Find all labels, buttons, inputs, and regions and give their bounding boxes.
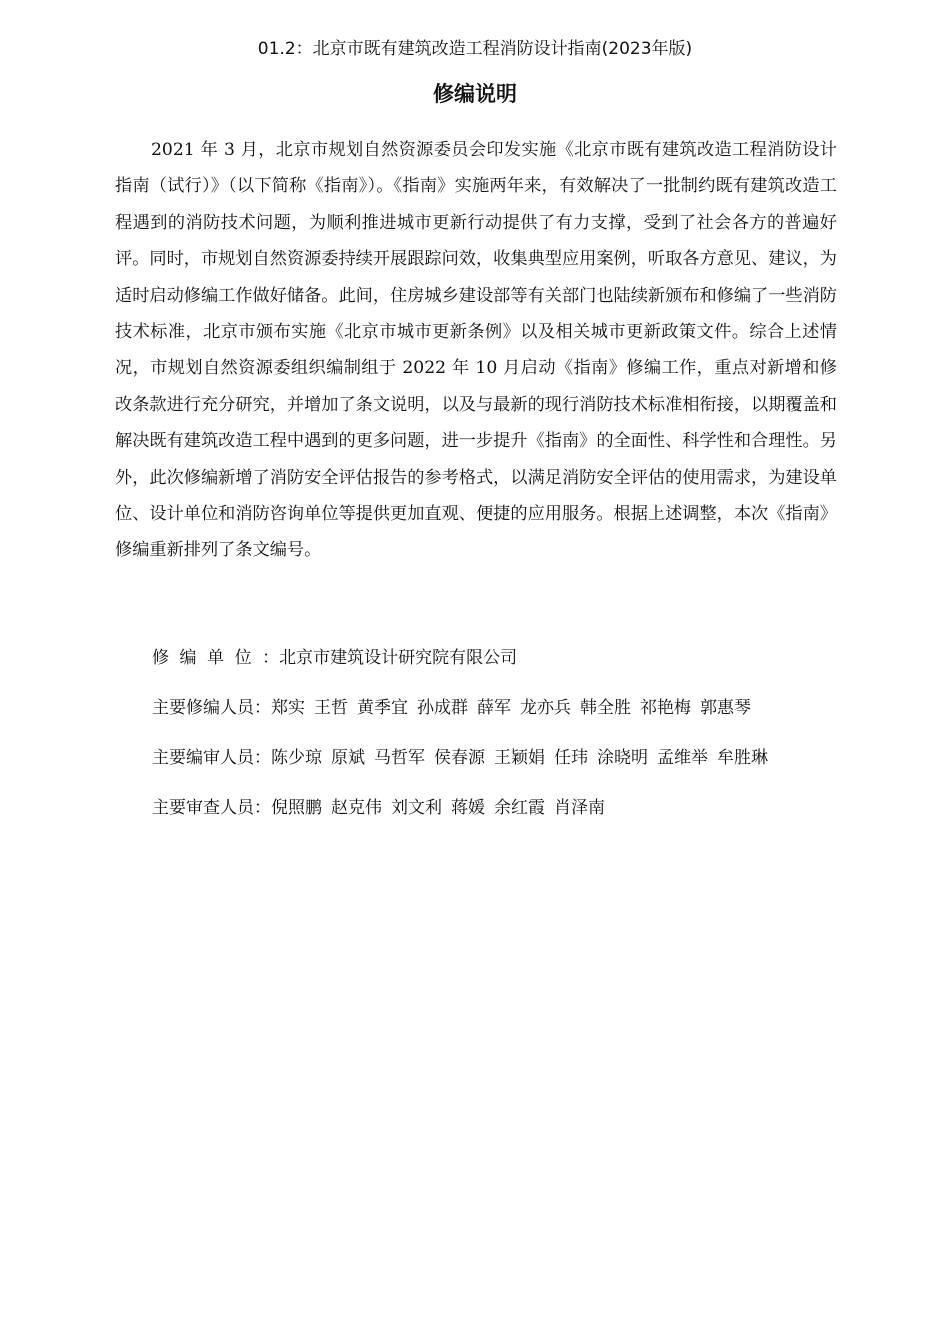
person-name: 薛军 bbox=[477, 698, 511, 718]
person-name: 涂晓明 bbox=[597, 748, 648, 768]
person-name: 孙成群 bbox=[417, 698, 468, 718]
credit-value-unit: 北京市建筑设计研究院有限公司 bbox=[279, 648, 518, 668]
credit-label-editors: 主要修编人员 bbox=[152, 698, 254, 718]
person-name: 原斌 bbox=[331, 748, 365, 768]
credit-label-reviewers: 主要编审人员 bbox=[152, 748, 254, 768]
credit-label-unit: 修编单位 bbox=[152, 648, 263, 668]
person-name: 马哲军 bbox=[374, 748, 425, 768]
person-name: 王颖娟 bbox=[494, 748, 545, 768]
credit-names-inspectors bbox=[271, 798, 614, 818]
person-name: 郑实 bbox=[271, 698, 305, 718]
person-name: 倪照鹏 bbox=[271, 798, 322, 818]
person-name: 蒋媛 bbox=[451, 798, 485, 818]
person-name: 王哲 bbox=[314, 698, 348, 718]
credit-row-editors bbox=[152, 694, 852, 744]
credit-row-inspectors bbox=[152, 794, 852, 844]
credit-separator: ： bbox=[254, 748, 271, 768]
person-name: 陈少琼 bbox=[271, 748, 322, 768]
credit-label-inspectors: 主要审查人员 bbox=[152, 798, 254, 818]
person-name: 牟胜琳 bbox=[717, 748, 768, 768]
page-title: 修编说明 bbox=[433, 82, 517, 106]
credit-row-unit bbox=[152, 644, 852, 694]
person-name: 余红霞 bbox=[494, 798, 545, 818]
running-header: 01.2：北京市既有建筑改造工程消防设计指南(2023年版) bbox=[257, 39, 693, 59]
person-name: 孟维举 bbox=[657, 748, 708, 768]
person-name: 刘文利 bbox=[391, 798, 442, 818]
person-name: 韩全胜 bbox=[580, 698, 631, 718]
credit-names-reviewers bbox=[271, 748, 777, 768]
person-name: 龙亦兵 bbox=[520, 698, 571, 718]
person-name: 黄季宜 bbox=[357, 698, 408, 718]
credit-row-reviewers bbox=[152, 744, 852, 794]
person-name: 侯春源 bbox=[434, 748, 485, 768]
person-name: 肖泽南 bbox=[554, 798, 605, 818]
person-name: 任玮 bbox=[554, 748, 588, 768]
body-paragraph: 2021 年 3 月，北京市规划自然资源委员会印发实施《北京市既有建筑改造工程消防设计指南（试行）》（以下简称《指南》）。《指南》实施两年来，有效解决了一批制约既有建筑改造工程遇到的消防技术问题，为顺利推进城市更新行动提供了有力支撑，受到了社会各方的普遍好评。同时，市规划自然资源委持续开展跟踪问效，收集典型应用案例，听取各方意见、建议，为适时启动修编工作做好储备。此间，住房城乡建设部等有关部门也陆续新颁布和修编了一些消防技术标准，北京市颁布实施《北京市城市更新条例》以及相关城市更新政策文件。综合上述情况，市规划自然资源委组织编制组于 2022 年 10 月启动《指南》修编工作，重点对新增和修改条款进行充分研究，并增加了条文说明，以及与最新的现行消防技术标准相衔接，以期覆盖和解决既有建筑改造工程中遇到的更多问题，进一步提升《指南》的全面性、科学性和合理性。另外，此次修编新增了消防安全评估报告的参考格式，以满足消防安全评估的使用需求，为建设单位、设计单位和消防咨询单位等提供更加直观、便捷的应用服务。根据上述调整，本次《指南》修编重新排列了条文编号。 bbox=[115, 140, 837, 561]
person-name: 郭惠琴 bbox=[700, 698, 751, 718]
person-name: 祁艳梅 bbox=[640, 698, 691, 718]
credits-section bbox=[152, 644, 852, 844]
person-name: 赵克伟 bbox=[331, 798, 382, 818]
credit-names-editors bbox=[271, 698, 760, 718]
credit-separator: ： bbox=[254, 798, 271, 818]
credit-separator: ： bbox=[262, 648, 280, 668]
credit-separator: ： bbox=[254, 698, 271, 718]
